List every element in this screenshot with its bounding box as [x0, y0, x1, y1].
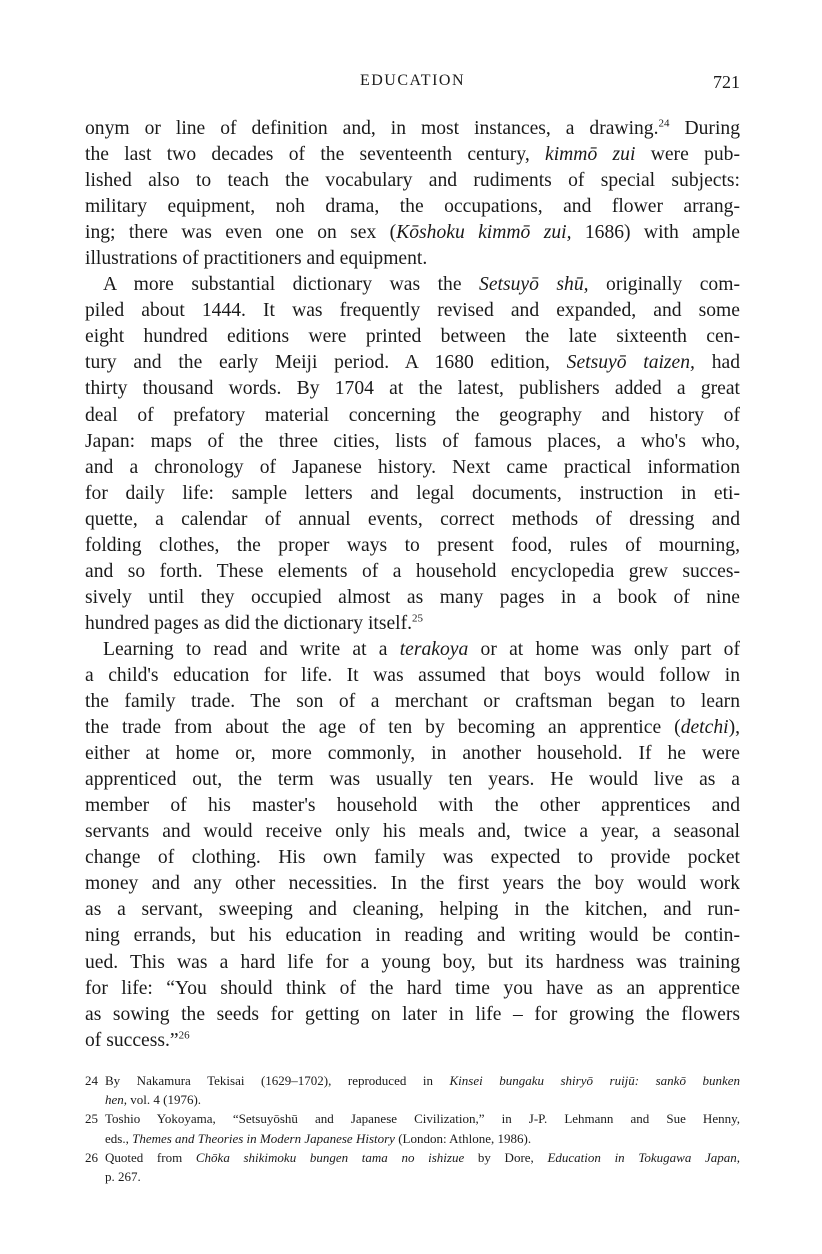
italic-term: Chōka shikimoku bungen tama no ishizue — [195, 1149, 465, 1165]
text-run: change of clothing. His own family was expected to provide pocket — [85, 847, 740, 869]
italic-term: Education in Tokugawa Japan, — [547, 1149, 740, 1165]
text-run: deal of prefatory material concerning the geography and history of — [85, 404, 740, 426]
text-run: thirty thousand words. By 1704 at the latest, publishers added a great — [85, 378, 740, 400]
footnote-line — [85, 1148, 740, 1167]
footnote-line — [85, 1071, 740, 1090]
text-run: Toshio Yokoyama, “Setsuyōshū and Japanese Civilization,” in J-P. Lehmann and Sue Henny, — [105, 1111, 740, 1127]
text-line — [85, 403, 740, 429]
footnote-number: 25 — [85, 1111, 98, 1127]
footnote-reference: 24 — [658, 117, 670, 130]
text-run: either at home or, more commonly, in another household. If he were — [85, 743, 740, 765]
italic-term: detchi — [680, 717, 729, 739]
text-run: folding clothes, the proper ways to present food, rules of mourning, — [85, 534, 740, 556]
footnote-line — [85, 1090, 740, 1109]
text-run: illustrations of practitioners and equipment. — [85, 248, 428, 270]
text-line — [85, 741, 740, 767]
text-run: Japan: maps of the three cities, lists of famous places, a who's who, — [85, 430, 740, 452]
text-run: member of his master's household with the other apprentices and — [85, 795, 740, 817]
text-run: p. 267. — [105, 1169, 141, 1185]
text-run: eds., — [105, 1130, 133, 1146]
text-run: the last two decades of the seventeenth century, — [85, 144, 546, 166]
text-run: servants and would receive only his meals and, twice a year, a seasonal — [85, 821, 740, 843]
italic-term: terakoya — [399, 638, 469, 660]
text-line — [85, 194, 740, 220]
footnote-reference: 26 — [178, 1029, 190, 1042]
footnote-25 — [85, 1109, 740, 1147]
text-run: of success.” — [85, 1029, 179, 1051]
text-line — [85, 324, 740, 350]
text-run: or at home was only part of — [468, 638, 740, 660]
italic-term: hen, — [105, 1092, 128, 1108]
text-run: A more substantial dictionary was the — [103, 274, 480, 296]
text-run: onym or line of definition and, in most instances, a drawing. — [85, 118, 659, 139]
text-run: as a servant, sweeping and cleaning, helping in the kitchen, and run- — [85, 899, 740, 921]
italic-term: Themes and Theories in Modern Japanese History — [132, 1130, 395, 1146]
footnotes — [85, 1071, 740, 1186]
italic-term: Setsuyō taizen, — [566, 352, 695, 374]
text-line — [85, 689, 740, 715]
text-run: quette, a calendar of annual events, correct methods of dressing and — [85, 508, 740, 530]
text-run: 1686) with ample — [571, 222, 740, 244]
text-line — [85, 350, 740, 376]
text-run: Learning to read and write at a — [103, 638, 400, 660]
text-run: originally com- — [588, 274, 740, 296]
text-line — [85, 455, 740, 481]
text-run: and a chronology of Japanese history. Next came practical information — [85, 456, 740, 478]
text-line — [85, 845, 740, 871]
text-line — [85, 897, 740, 923]
text-line — [85, 767, 740, 793]
text-run: ued. This was a hard life for a young boy, but its hardness was training — [85, 951, 740, 973]
footnote-26 — [85, 1148, 740, 1186]
text-run: eight hundred editions were printed between the late sixteenth cen- — [85, 326, 740, 348]
text-line — [85, 168, 740, 194]
text-line — [85, 871, 740, 897]
text-line — [85, 1002, 740, 1028]
italic-term: Kōshoku kimmō zui, — [396, 222, 572, 244]
text-run: By Nakamura Tekisai (1629–1702), reproduced in — [105, 1073, 450, 1088]
text-run: the family trade. The son of a merchant or craftsman began to learn — [85, 691, 740, 713]
text-line — [85, 793, 740, 819]
text-line — [85, 923, 740, 949]
footnote-line — [85, 1167, 740, 1186]
italic-term: Kinsei bungaku shiryō ruijū: sankō bunken — [449, 1073, 740, 1088]
text-line — [85, 976, 740, 1002]
page-header — [85, 72, 740, 96]
text-line — [85, 481, 740, 507]
footnote-number: 24 — [85, 1073, 98, 1088]
page-number: 721 — [713, 72, 740, 92]
footnote-line — [85, 1109, 740, 1128]
footnote-line — [85, 1129, 740, 1148]
text-line — [85, 246, 740, 272]
text-line — [85, 1028, 740, 1054]
text-run: (London: Athlone, 1986). — [394, 1130, 532, 1146]
footnote-reference: 25 — [412, 612, 424, 625]
text-line — [85, 533, 740, 559]
text-line — [85, 950, 740, 976]
text-run: had — [694, 352, 740, 374]
text-run: piled about 1444. It was frequently revised and expanded, and some — [85, 300, 740, 322]
text-run: by Dore, — [464, 1149, 548, 1165]
text-line — [85, 220, 740, 246]
text-run: and so forth. These elements of a household encyclopedia grew succes- — [85, 560, 740, 582]
running-head: EDUCATION — [359, 72, 466, 89]
text-line — [85, 819, 740, 845]
italic-term: Setsuyō shū, — [479, 274, 589, 296]
footnote-number: 26 — [85, 1149, 98, 1165]
text-run: hundred pages as did the dictionary itself. — [85, 612, 413, 634]
text-run: a child's education for life. It was assumed that boys would follow in — [85, 664, 740, 686]
text-line — [85, 142, 740, 168]
text-line — [85, 585, 740, 611]
text-line — [85, 298, 740, 324]
text-run: for daily life: sample letters and legal documents, instruction in eti- — [85, 482, 740, 504]
text-run: lished also to teach the vocabulary and rudiments of special subjects: — [85, 170, 740, 192]
text-line — [85, 637, 740, 663]
text-run: money and any other necessities. In the first years the boy would work — [85, 873, 740, 895]
text-line — [85, 715, 740, 741]
text-run: as sowing the seeds for getting on later in life – for growing the flowers — [85, 1003, 740, 1025]
text-run: apprenticed out, the term was usually ten years. He would live as a — [85, 769, 740, 791]
text-run: Quoted from — [105, 1149, 196, 1165]
main-text — [85, 116, 740, 1054]
text-run: ), — [728, 717, 740, 739]
text-line — [85, 272, 740, 298]
text-run: military equipment, noh drama, the occupations, and flower arrang- — [85, 196, 740, 218]
text-line — [85, 429, 740, 455]
text-line — [85, 507, 740, 533]
italic-term: kimmō zui — [545, 144, 636, 166]
text-run: the trade from about the age of ten by becoming an apprentice ( — [85, 717, 681, 739]
footnote-24 — [85, 1071, 740, 1109]
text-run: ing; there was even one on sex ( — [85, 222, 397, 244]
text-line — [85, 559, 740, 585]
text-run: During — [669, 118, 740, 139]
text-run: vol. 4 (1976). — [127, 1092, 202, 1108]
text-run: ning errands, but his education in reading and writing would be contin- — [85, 925, 740, 947]
text-line — [85, 116, 740, 142]
text-line — [85, 663, 740, 689]
text-line — [85, 376, 740, 402]
text-run: were pub- — [635, 144, 740, 166]
text-run: sively until they occupied almost as many pages in a book of nine — [85, 586, 740, 608]
text-line — [85, 611, 740, 637]
text-run: tury and the early Meiji period. A 1680 edition, — [85, 352, 567, 374]
text-run: for life: “You should think of the hard time you have as an apprentice — [85, 977, 740, 999]
